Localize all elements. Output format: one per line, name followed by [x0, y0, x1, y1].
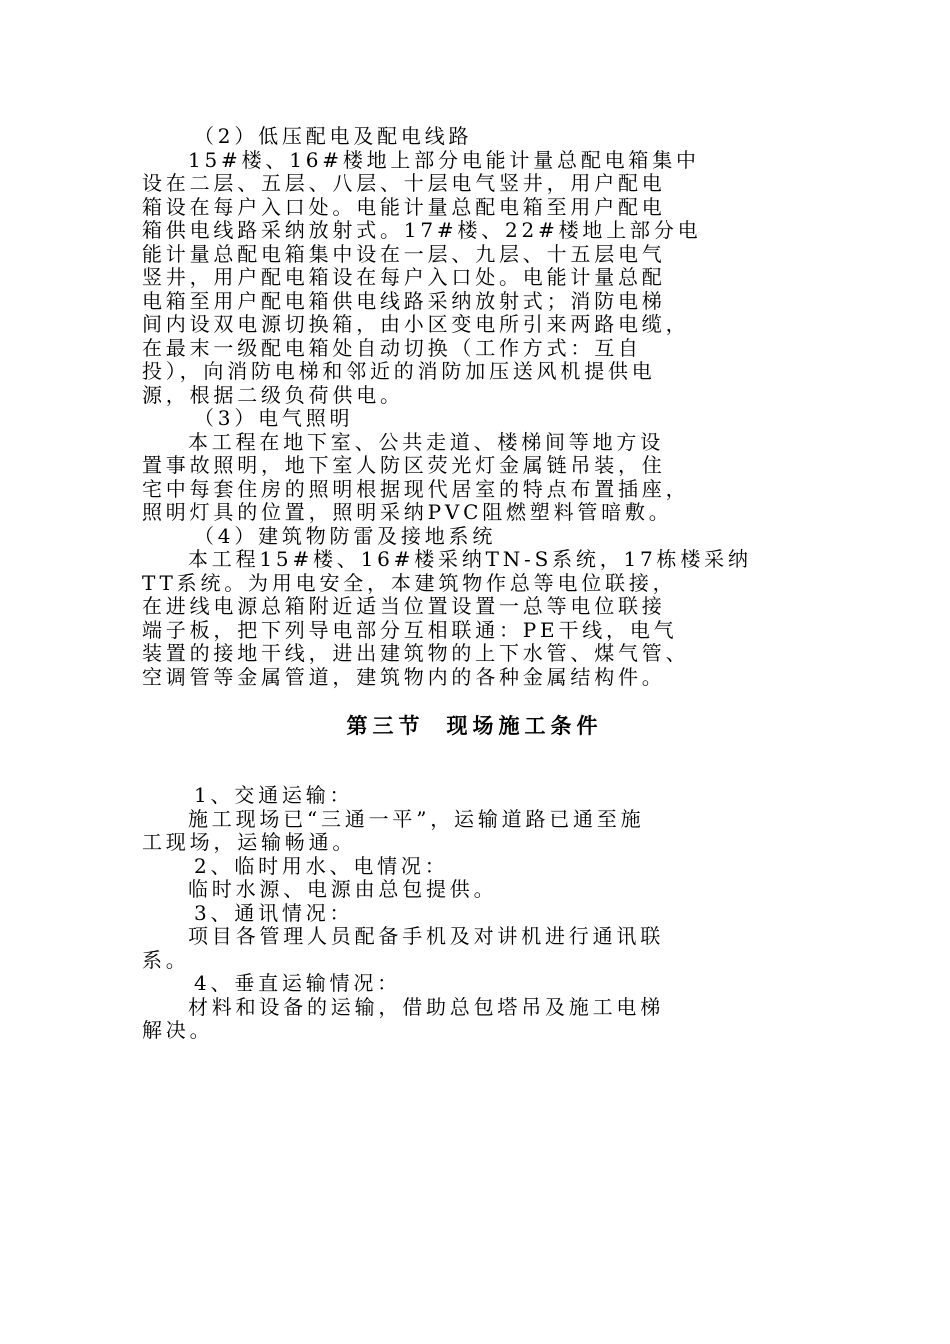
text-line: 端子板，把下列导电部分互相联通：PE干线，电气 — [142, 617, 678, 642]
text-line: 本工程在地下室、公共走道、楼梯间等地方设 — [188, 429, 664, 454]
text-line: 1、交通运输： — [194, 783, 354, 807]
text-line: 间内设双电源切换箱，由小区变电所引来两路电缆， — [142, 312, 690, 336]
text-line: TT系统。为用电安全，本建筑物作总等电位联接， — [142, 570, 677, 595]
text-line: 工现场，运输畅通。 — [142, 830, 357, 854]
text-line: 本工程15#楼、16#楼采纳TN-S系统，17栋楼采纳 — [188, 547, 752, 571]
text-line: 置事故照明，地下室人防区荧光灯金属链吊装，住 — [142, 453, 666, 477]
text-line: 设在二层、五层、八层、十层电气竖井，用户配电 — [142, 171, 666, 195]
text-line: 源，根据二级负荷供电。 — [142, 382, 404, 407]
text-line: 系。 — [142, 947, 190, 972]
text-line: 施工现场已“三通一平”，运输道路已通至施 — [188, 806, 645, 831]
text-line: 箱设在每户入口处。电能计量总配电箱至用户配电 — [142, 194, 666, 219]
text-line: （2）低压配电及配电线路 — [194, 124, 473, 148]
text-line: 空调管等金属管道，建筑物内的各种金属结构件。 — [142, 664, 666, 689]
section-site-conditions — [142, 784, 807, 1043]
text-line: 宅中每套住房的照明根据现代居室的特点布置插座， — [142, 476, 690, 501]
text-line: 材料和设备的运输，借助总包塔吊及施工电梯 — [188, 994, 664, 1019]
section-power-distribution — [142, 125, 807, 689]
text-line: （3）电气照明 — [194, 406, 354, 430]
text-line: 2、临时用水、电情况： — [194, 853, 449, 878]
text-line: 装置的接地干线，进出建筑物的上下水管、煤气管、 — [142, 641, 690, 665]
text-line: 解决。 — [142, 1018, 214, 1042]
text-line: 能计量总配电箱集中设在一层、九层、十五层电气 — [142, 241, 666, 266]
heading-title: 现场施工条件 — [446, 714, 603, 738]
text-line: 电箱至用户配电箱供电线路采纳放射式；消防电梯 — [142, 288, 666, 313]
text-line: 3、通讯情况： — [194, 900, 354, 925]
text-line: 在进线电源总箱附近适当位置设置一总等电位联接 — [142, 594, 666, 618]
heading-number: 第三节 — [346, 714, 425, 738]
text-line: 照明灯具的位置，照明采纳PVC阻燃塑料管暗敷。 — [142, 500, 673, 524]
text-line: 投），向消防电梯和邻近的消防加压送风机提供电 — [142, 359, 656, 383]
document-page — [142, 125, 807, 1043]
text-line: 箱供电线路采纳放射式。17#楼、22#楼地上部分电 — [142, 218, 702, 242]
text-line: 15#楼、16#楼地上部分电能计量总配电箱集中 — [188, 147, 700, 172]
text-line: 竖井，用户配电箱设在每户入口处。电能计量总配 — [142, 265, 666, 289]
text-line: 4、垂直运输情况： — [194, 971, 401, 995]
text-line: 临时水源、电源由总包提供。 — [188, 877, 498, 901]
text-line: （4）建筑物防雷及接地系统 — [194, 523, 497, 548]
text-line: 项目各管理人员配备手机及对讲机进行通讯联 — [188, 924, 664, 948]
section-heading — [142, 708, 807, 744]
text-line: 在最末一级配电箱处自动切换（工作方式：互自 — [142, 335, 642, 360]
